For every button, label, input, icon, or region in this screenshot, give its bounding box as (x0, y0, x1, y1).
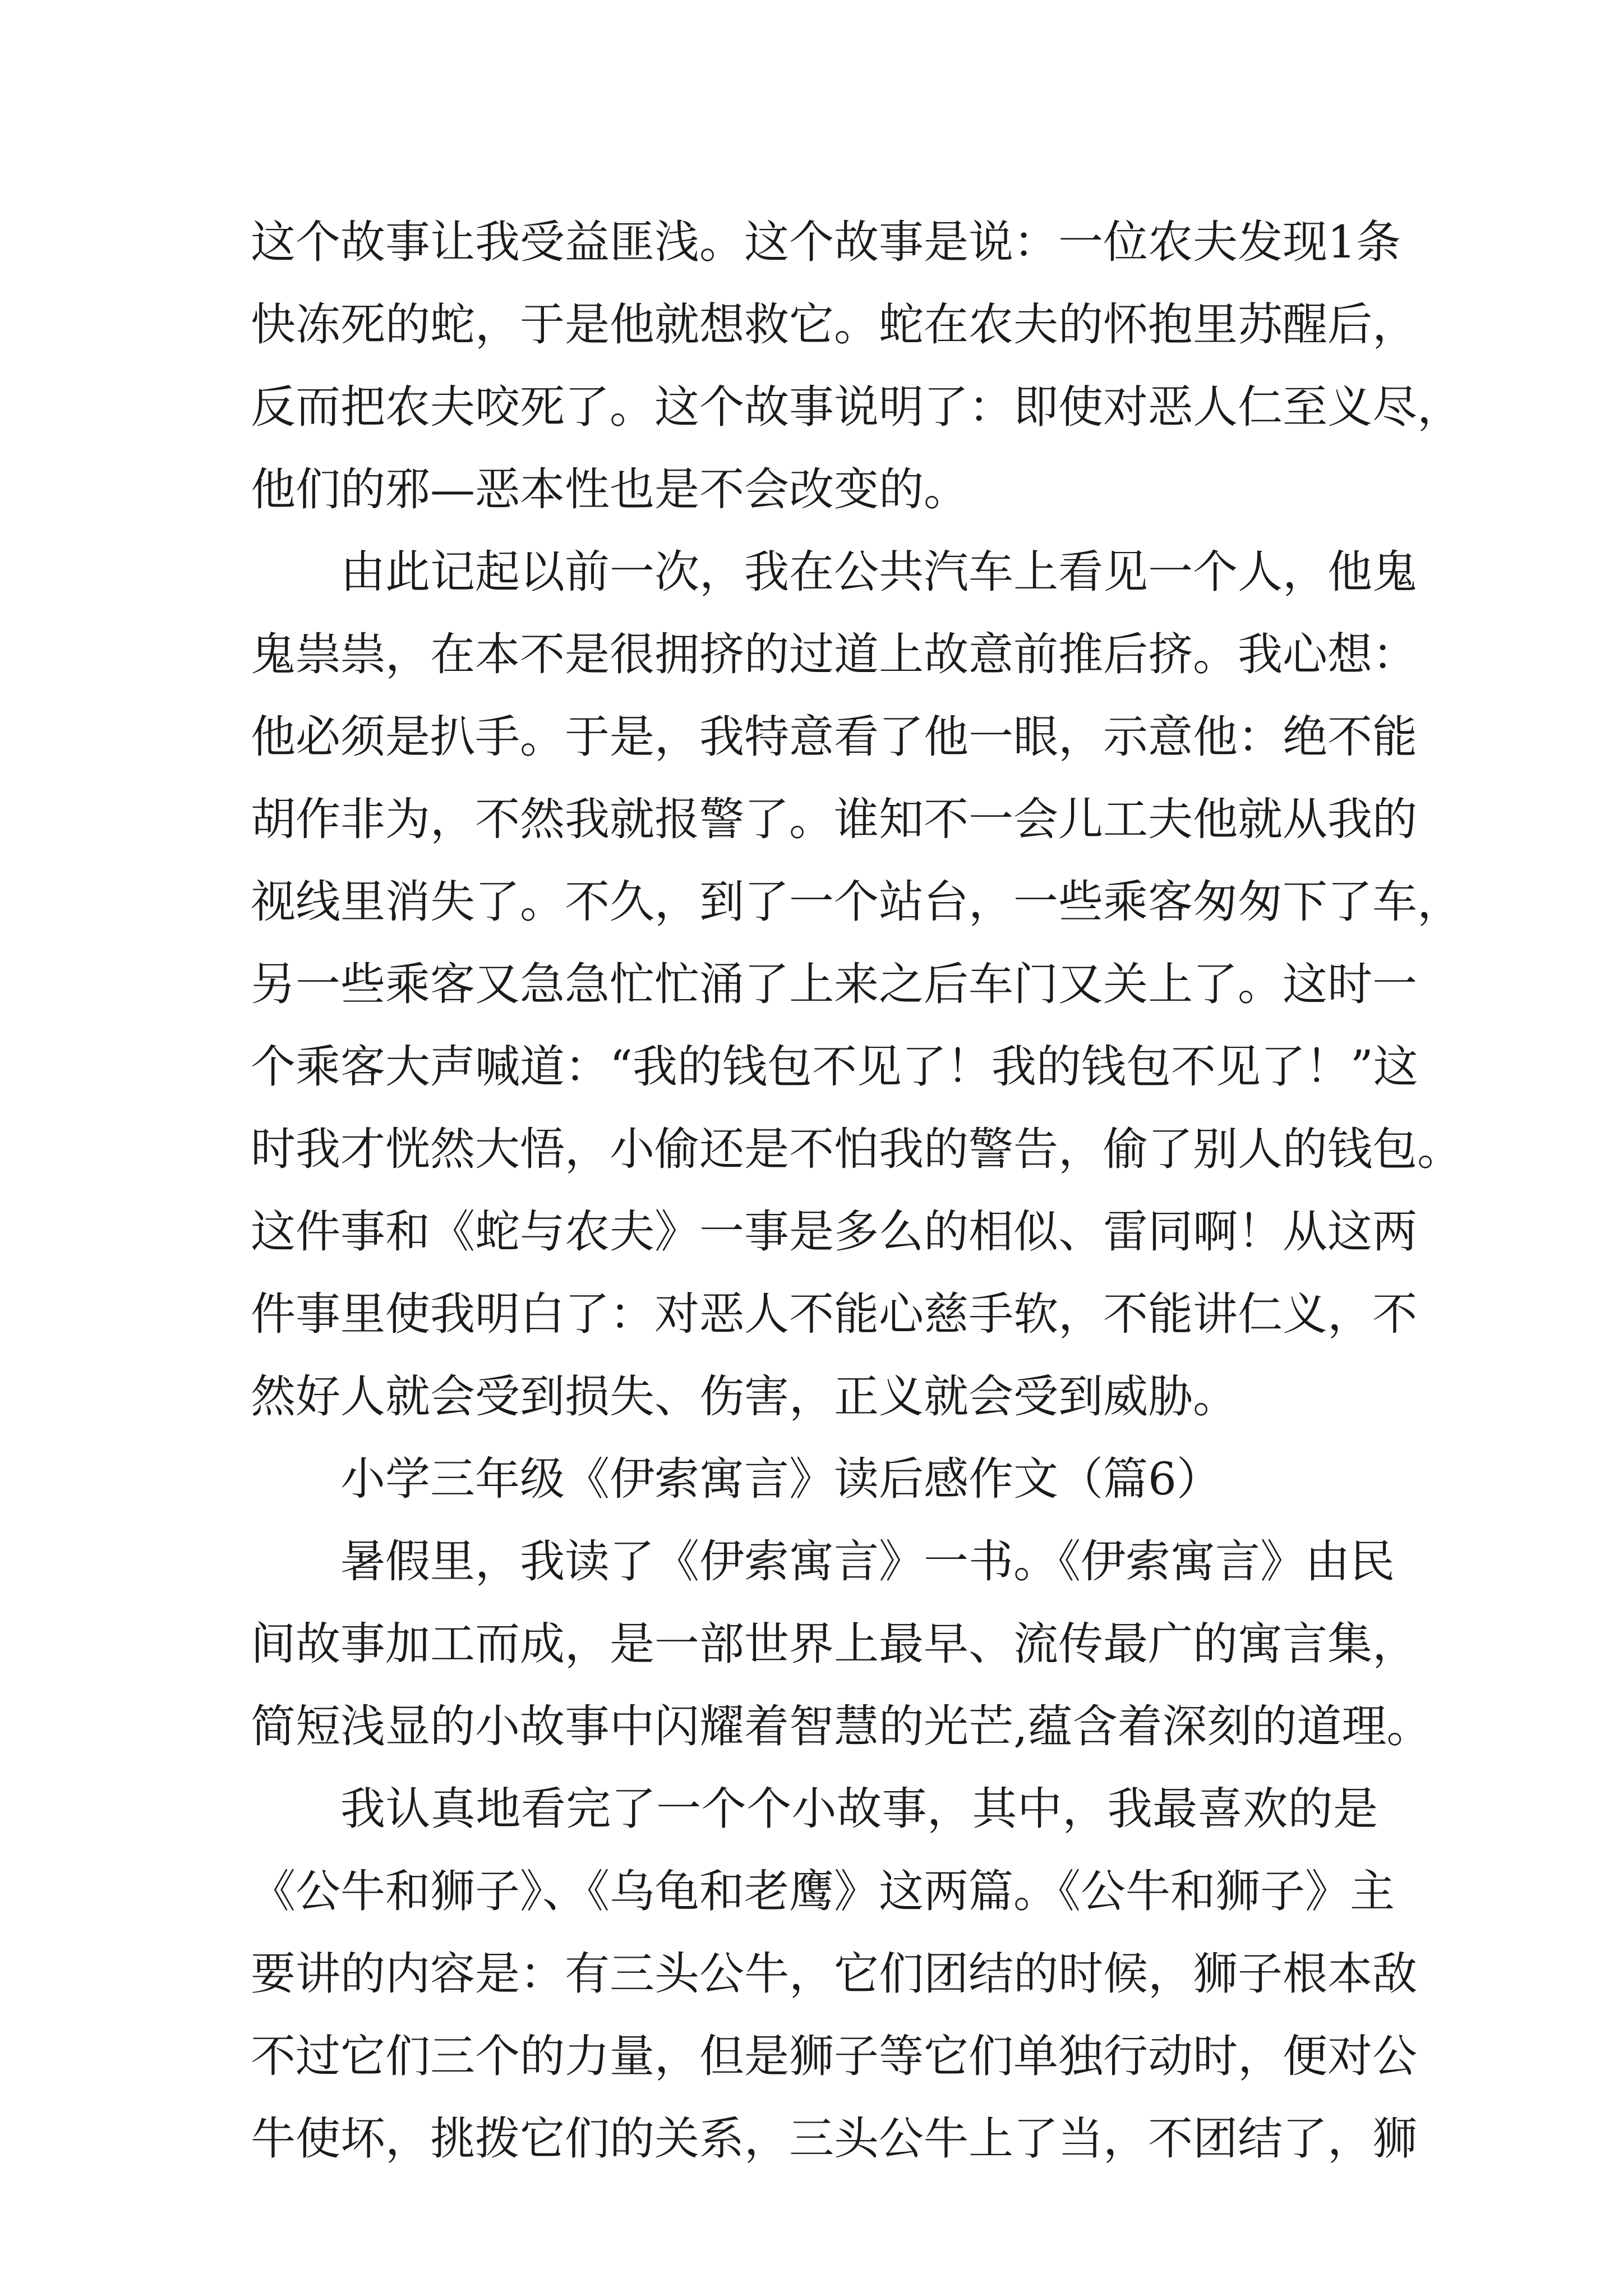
text-line: 时我才恍然大悟，小偷还是不怕我的警告，偷了别人的钱包。 (251, 1123, 1462, 1175)
section-heading: 小学三年级《伊索寓言》读后感作文（篇6） (340, 1453, 1221, 1505)
document-body (251, 201, 1462, 2180)
text-line: 他必须是扒手。于是，我特意看了他一眼，示意他：绝不能 (251, 711, 1417, 763)
text-line: 要讲的内容是：有三头公牛，它们团结的时候，狮子根本敌 (251, 1948, 1417, 2000)
text-line: 《公牛和狮子》、《乌龟和老鹰》这两篇。《公牛和狮子》主 (251, 1865, 1395, 1917)
text-line: 简短浅显的小故事中闪耀着智慧的光芒,蕴含着深刻的道理。 (251, 1700, 1432, 1752)
text-line: 件事里使我明白了：对恶人不能心慈手软，不能讲仁义，不 (251, 1288, 1417, 1340)
text-line: 另一些乘客又急急忙忙涌了上来之后车门又关上了。这时一 (251, 958, 1417, 1010)
text-line: 我认真地看完了一个个小故事，其中，我最喜欢的是 (340, 1783, 1378, 1835)
text-line: 他们的邪—恶本性也是不会改变的。 (251, 463, 969, 516)
text-line: 然好人就会受到损失、伤害，正义就会受到威胁。 (251, 1370, 1238, 1423)
text-line: 胡作非为，不然我就报警了。谁知不一会儿工夫他就从我的 (251, 793, 1417, 845)
text-line: 个乘客大声喊道：“我的钱包不见了！我的钱包不见了！”这 (251, 1041, 1418, 1093)
text-line: 由此记起以前一次，我在公共汽车上看见一个人，他鬼 (340, 546, 1417, 598)
text-line: 视线里消失了。不久，到了一个站台，一些乘客匆匆下了车， (251, 876, 1462, 928)
text-line: 反而把农夫咬死了。这个故事说明了：即使对恶人仁至义尽， (251, 381, 1462, 433)
text-line: 牛使坏，挑拨它们的关系，三头公牛上了当，不团结了，狮 (251, 2113, 1417, 2165)
text-line: 这个故事让我受益匪浅。这个故事是说：一位农夫发现1条 (251, 216, 1401, 268)
text-line: 鬼祟祟，在本不是很拥挤的过道上故意前推后挤。我心想： (251, 628, 1417, 680)
text-line: 不过它们三个的力量，但是狮子等它们单独行动时，便对公 (251, 2030, 1417, 2082)
text-line: 间故事加工而成，是一部世界上最早、流传最广的寓言集， (251, 1618, 1417, 1670)
text-line: 暑假里，我读了《伊索寓言》一书。《伊索寓言》由民 (340, 1535, 1395, 1588)
text-line: 这件事和《蛇与农夫》一事是多么的相似、雷同啊！从这两 (251, 1205, 1417, 1258)
text-line: 快冻死的蛇，于是他就想救它。蛇在农夫的怀抱里苏醒后， (251, 298, 1417, 351)
